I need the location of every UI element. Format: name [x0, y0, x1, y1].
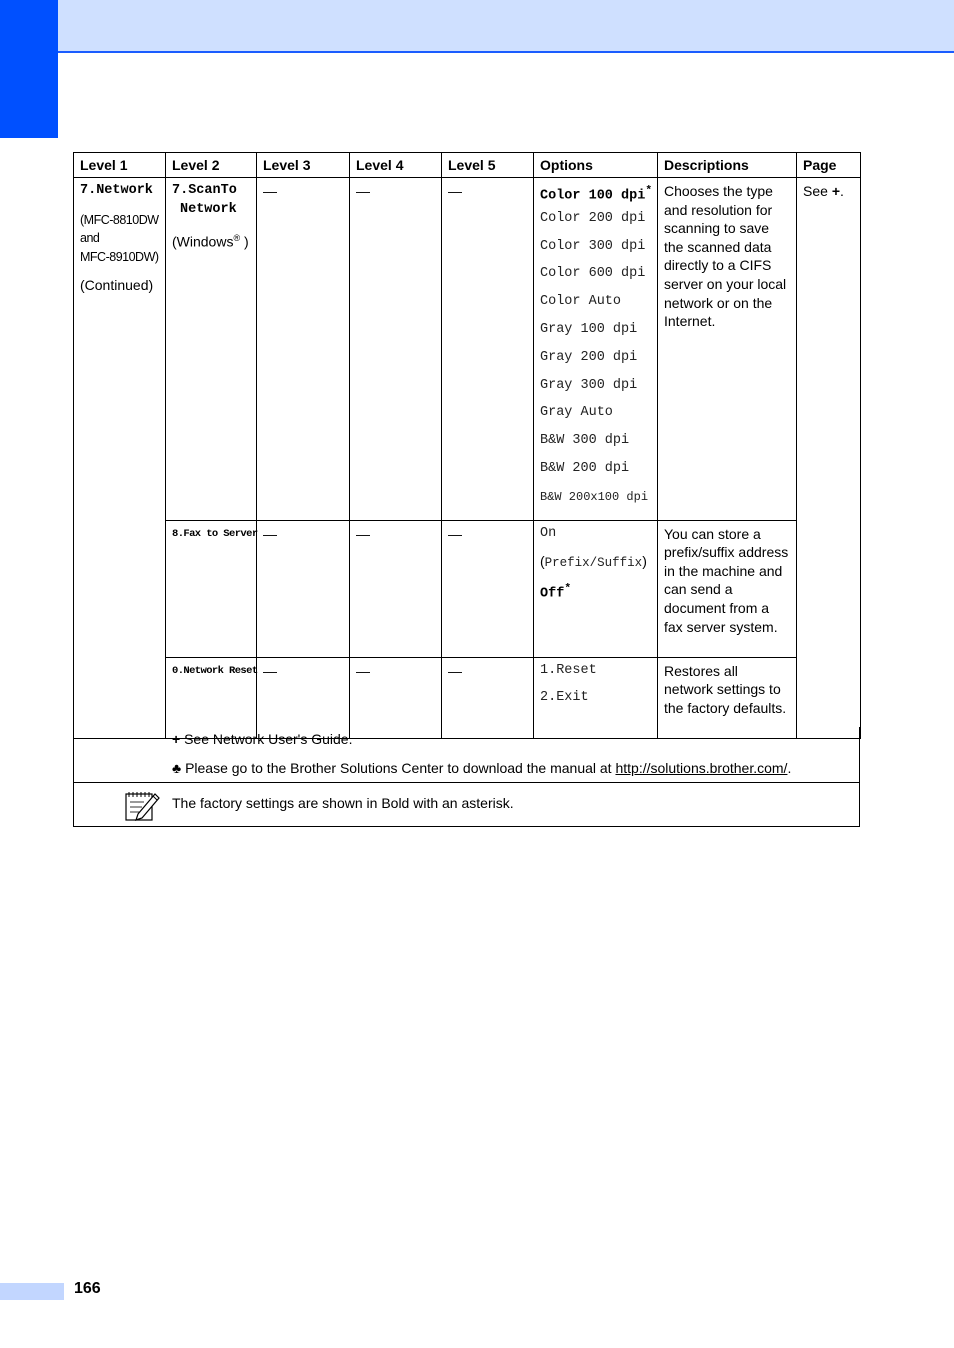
option-item: Color 600 dpi — [540, 266, 646, 282]
options-cell — [534, 178, 658, 521]
table-row — [74, 178, 861, 521]
level4-cell: — — [350, 178, 442, 521]
options-cell — [534, 657, 658, 738]
plus-icon: + — [831, 183, 840, 199]
level5-cell: — — [442, 178, 534, 521]
description-cell: Restores all network settings to the factory defaults. — [658, 657, 797, 738]
option-item: 2.Exit — [540, 690, 589, 706]
header-descriptions: Descriptions — [658, 153, 797, 178]
description-cell: Chooses the type and resolution for scanning to save the scanned data directly to a CIFS server on your local network or on the Internet. — [658, 178, 797, 521]
option-item: Gray Auto — [540, 405, 613, 421]
option-item: Gray 300 dpi — [540, 377, 638, 393]
level3-cell: — — [257, 520, 350, 657]
note-pencil-icon — [124, 788, 160, 822]
option-item: Color 100 dpi* — [540, 185, 653, 204]
settings-table — [73, 152, 861, 739]
page-cell: See +. — [797, 178, 861, 739]
options-cell — [534, 520, 658, 657]
plus-icon: + — [172, 731, 181, 747]
option-item: B&W 200 dpi — [540, 460, 630, 476]
option-item: On — [540, 525, 557, 541]
option-item: (Prefix/Suffix) — [540, 553, 647, 571]
level1-models-1: (MFC-8810DW — [80, 212, 159, 227]
footnote-plus: + See Network User's Guide. — [172, 731, 353, 747]
header-level-5: Level 5 — [442, 153, 534, 178]
option-item: Gray 200 dpi — [540, 349, 638, 365]
header-level-2: Level 2 — [166, 153, 257, 178]
solutions-link[interactable]: http://solutions.brother.com/ — [615, 760, 788, 776]
club-icon: ♣ — [172, 760, 182, 776]
chapter-tab — [0, 0, 58, 138]
level5-cell: — — [442, 657, 534, 738]
header-level-3: Level 3 — [257, 153, 350, 178]
header-level-1: Level 1 — [74, 153, 166, 178]
option-item: Color 300 dpi — [540, 238, 646, 254]
level2-code-cont: Network — [180, 201, 237, 217]
level2-code: 7.ScanTo — [172, 183, 237, 198]
level2-code: 0.Network Reset — [172, 664, 258, 677]
note-text: The factory settings are shown in Bold with an asterisk. — [172, 795, 514, 811]
table-row — [74, 520, 861, 657]
option-item: B&W 300 dpi — [540, 433, 630, 449]
footnotes-box — [73, 727, 860, 827]
table-header-row — [74, 153, 861, 178]
header-page: Page — [797, 153, 861, 178]
header-level-4: Level 4 — [350, 153, 442, 178]
option-item: Color Auto — [540, 294, 622, 310]
table-row — [74, 657, 861, 738]
level1-models-2: and — [80, 231, 100, 246]
footnote-club: ♣ Please go to the Brother Solutions Center to download the manual at http://solutions.brother.com/. — [172, 760, 792, 776]
level2-cell — [166, 178, 257, 521]
level1-cell — [74, 178, 166, 739]
level1-continued: (Continued) — [80, 277, 154, 294]
page-number: 166 — [74, 1280, 101, 1297]
header-options: Options — [534, 153, 658, 178]
level4-cell: — — [350, 657, 442, 738]
level3-cell: — — [257, 657, 350, 738]
level2-code: 8.Fax to Server — [172, 527, 258, 540]
option-item: Off* — [540, 583, 572, 602]
level5-cell: — — [442, 520, 534, 657]
option-item: B&W 200x100 dpi — [540, 489, 649, 504]
level1-code: 7.Network — [80, 183, 153, 198]
page-number-band — [0, 1283, 64, 1300]
level3-cell: — — [257, 178, 350, 521]
footnotes-row — [74, 727, 859, 783]
option-item: Gray 100 dpi — [540, 321, 638, 337]
level1-models-3: MFC-8910DW) — [80, 249, 159, 264]
level2-cell — [166, 657, 257, 738]
level2-windows: (Windows® ) — [172, 233, 249, 250]
level4-cell: — — [350, 520, 442, 657]
option-item: Color 200 dpi — [540, 210, 646, 226]
description-cell: You can store a prefix/suffix address in the machine and can send a document from a fax server system. — [658, 520, 797, 657]
level2-cell — [166, 520, 257, 657]
option-item: 1.Reset — [540, 662, 597, 678]
header-band — [0, 0, 954, 53]
